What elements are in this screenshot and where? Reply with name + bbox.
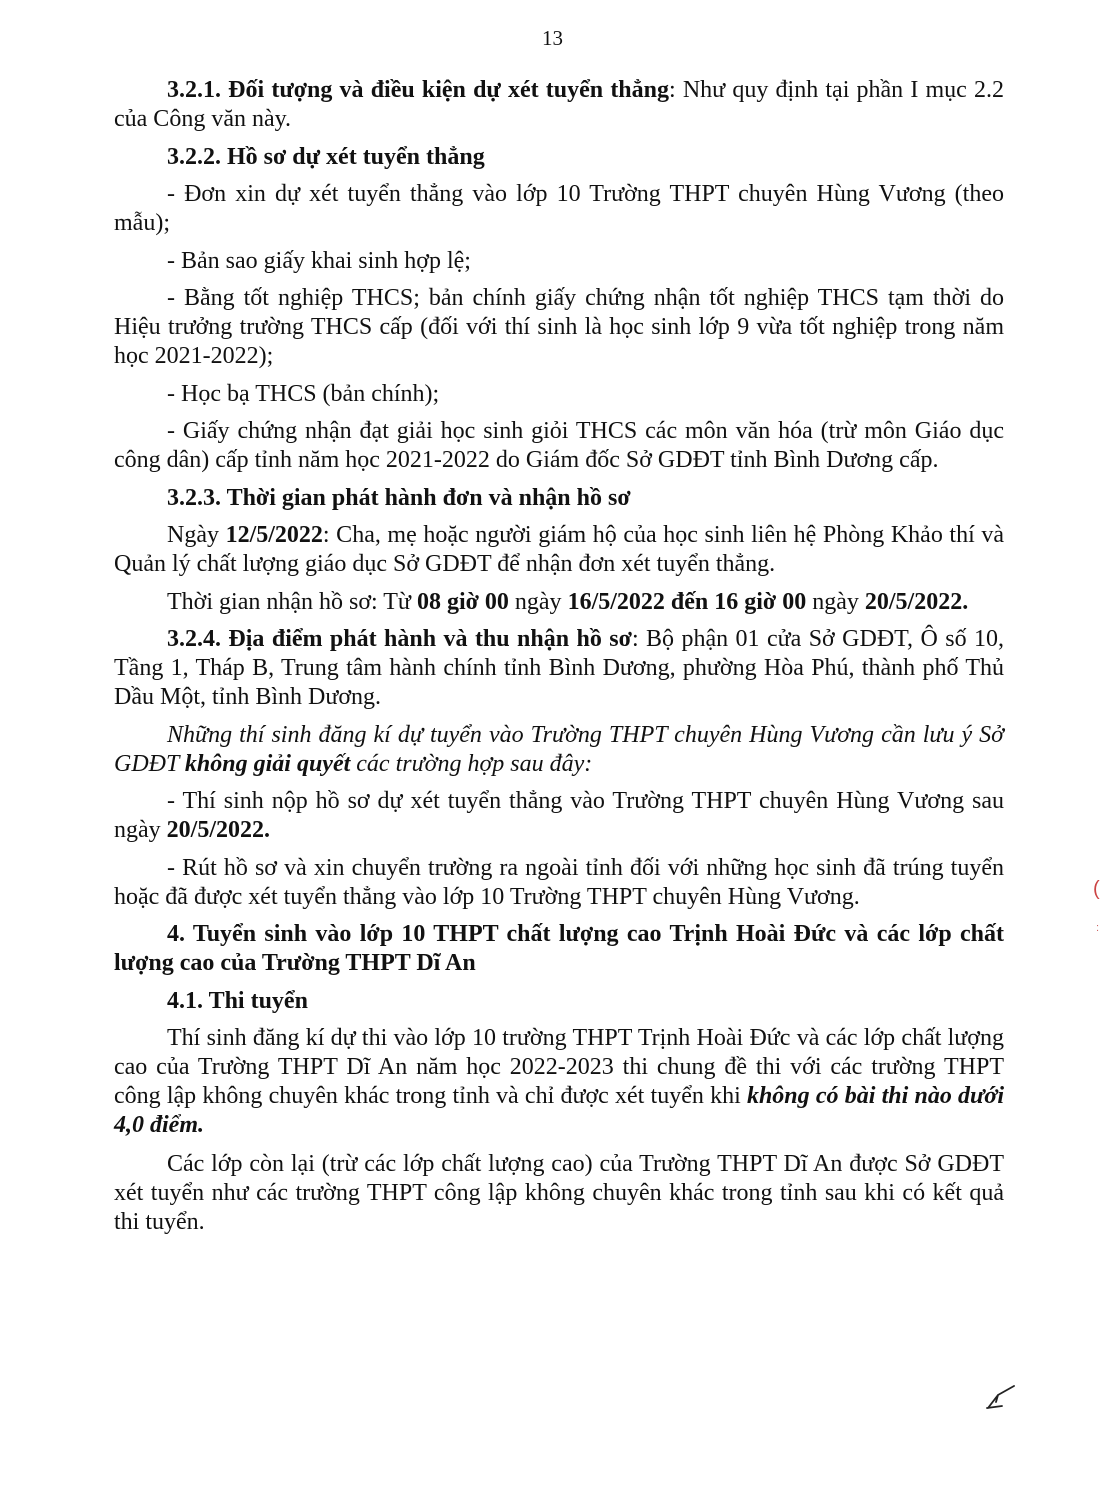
- section-3-2-4: [114, 625, 1004, 712]
- section-3-2-3-title: 3.2.3. Thời gian phát hành đơn và nhận hồ sơ: [167, 484, 631, 511]
- issue-date: 12/5/2022: [225, 522, 323, 548]
- margin-mark: :: [1096, 922, 1100, 934]
- section-4-1-paragraph-1: Thí sinh đăng kí dự thi vào lớp 10 trường THPT Trịnh Hoài Đức và các lớp chất lượng cao của Trường THPT Dĩ An năm học 2022-2023 thi chung đề thi với các trường THPT công lập không chuyên khác trong tỉnh và chỉ được xét tuyển khi không có bài thi nào dưới 4,0 điểm.: [114, 1025, 1004, 1138]
- list-item: - Rút hồ sơ và xin chuyển trường ra ngoài tỉnh đối với những học sinh đã trúng tuyển hoặc đã được xét tuyển thẳng vào lớp 10 Trường THPT chuyên Hùng Vương.: [114, 854, 1004, 910]
- section-3-2-1-title: 3.2.1. Đối tượng và điều kiện dự xét tuyển thẳng: [167, 77, 670, 103]
- section-4-1-paragraph-2: Các lớp còn lại (trừ các lớp chất lượng cao) của Trường THPT Dĩ An được Sở GDĐT xét tuyển như các trường THPT công lập không chuyên khác trong tỉnh sau khi có kết quả thi tuyển.: [114, 1151, 1004, 1235]
- section-3-2-4-text: : Bộ phận 01 cửa Sở GDĐT, Ô số 10, Tầng 1, Tháp B, Trung tâm hành chính tỉnh Bình Dương, phường Hòa Phú, thành phố Thủ Dầu Một, tỉnh Bình Dương.: [114, 626, 1004, 710]
- list-item: - Bản sao giấy khai sinh hợp lệ;: [167, 247, 471, 274]
- list-item: - Thí sinh nộp hồ sơ dự xét tuyển thẳng vào Trường THPT chuyên Hùng Vương sau ngày 20/5/2022.: [114, 788, 1004, 843]
- list-item: - Đơn xin dự xét tuyển thẳng vào lớp 10 Trường THPT chuyên Hùng Vương (theo mẫu);: [114, 181, 1004, 236]
- minimum-score-condition: không có bài thi nào dưới 4,0 điểm.: [114, 1083, 1004, 1138]
- receive-time-paragraph: Thời gian nhận hồ sơ: Từ 08 giờ 00 ngày 16/5/2022 đến 16 giờ 00 ngày 20/5/2022.: [167, 588, 969, 615]
- note-intro: Những thí sinh đăng kí dự tuyển vào Trường THPT chuyên Hùng Vương cần lưu ý Sở GDĐT không giải quyết các trường hợp sau đây:: [114, 721, 1004, 777]
- handwritten-initial-icon: [984, 1378, 1020, 1412]
- page-number: 13: [542, 26, 563, 50]
- margin-mark: (: [1093, 878, 1100, 900]
- issue-date-paragraph: Ngày 12/5/2022: Cha, mẹ hoặc người giám hộ của học sinh liên hệ Phòng Khảo thí và Quản lý chất lượng giáo dục Sở GDĐT để nhận đơn xét tuyển thẳng.: [114, 522, 1005, 577]
- section-4-title: 4. Tuyển sinh vào lớp 10 THPT chất lượng cao Trịnh Hoài Đức và các lớp chất lượng cao của Trường THPT Dĩ An: [114, 921, 1004, 976]
- section-3-2-4-title: 3.2.4. Địa điểm phát hành và thu nhận hồ sơ: [167, 626, 632, 652]
- section-3-2-2-title: 3.2.2. Hồ sơ dự xét tuyển thẳng: [167, 143, 485, 170]
- section-3-2-1-text: : Như quy định tại phần I mục 2.2 của Công văn này.: [114, 77, 1004, 132]
- section-4-1-title: 4.1. Thi tuyển: [167, 987, 308, 1014]
- list-item: - Học bạ THCS (bản chính);: [167, 380, 440, 407]
- list-item: - Giấy chứng nhận đạt giải học sinh giỏi THCS các môn văn hóa (trừ môn Giáo dục công dân) cấp tỉnh năm học 2021-2022 do Giám đốc Sở GDĐT tỉnh Bình Dương cấp.: [114, 418, 1004, 473]
- document-body: [114, 76, 1004, 1246]
- section-3-2-1: [114, 76, 1004, 134]
- list-item: - Bằng tốt nghiệp THCS; bản chính giấy chứng nhận tốt nghiệp THCS tạm thời do Hiệu trưởng trường THCS cấp (đối với thí sinh là học sinh lớp 9 vừa tốt nghiệp trong năm học 2021-2022);: [114, 285, 1004, 369]
